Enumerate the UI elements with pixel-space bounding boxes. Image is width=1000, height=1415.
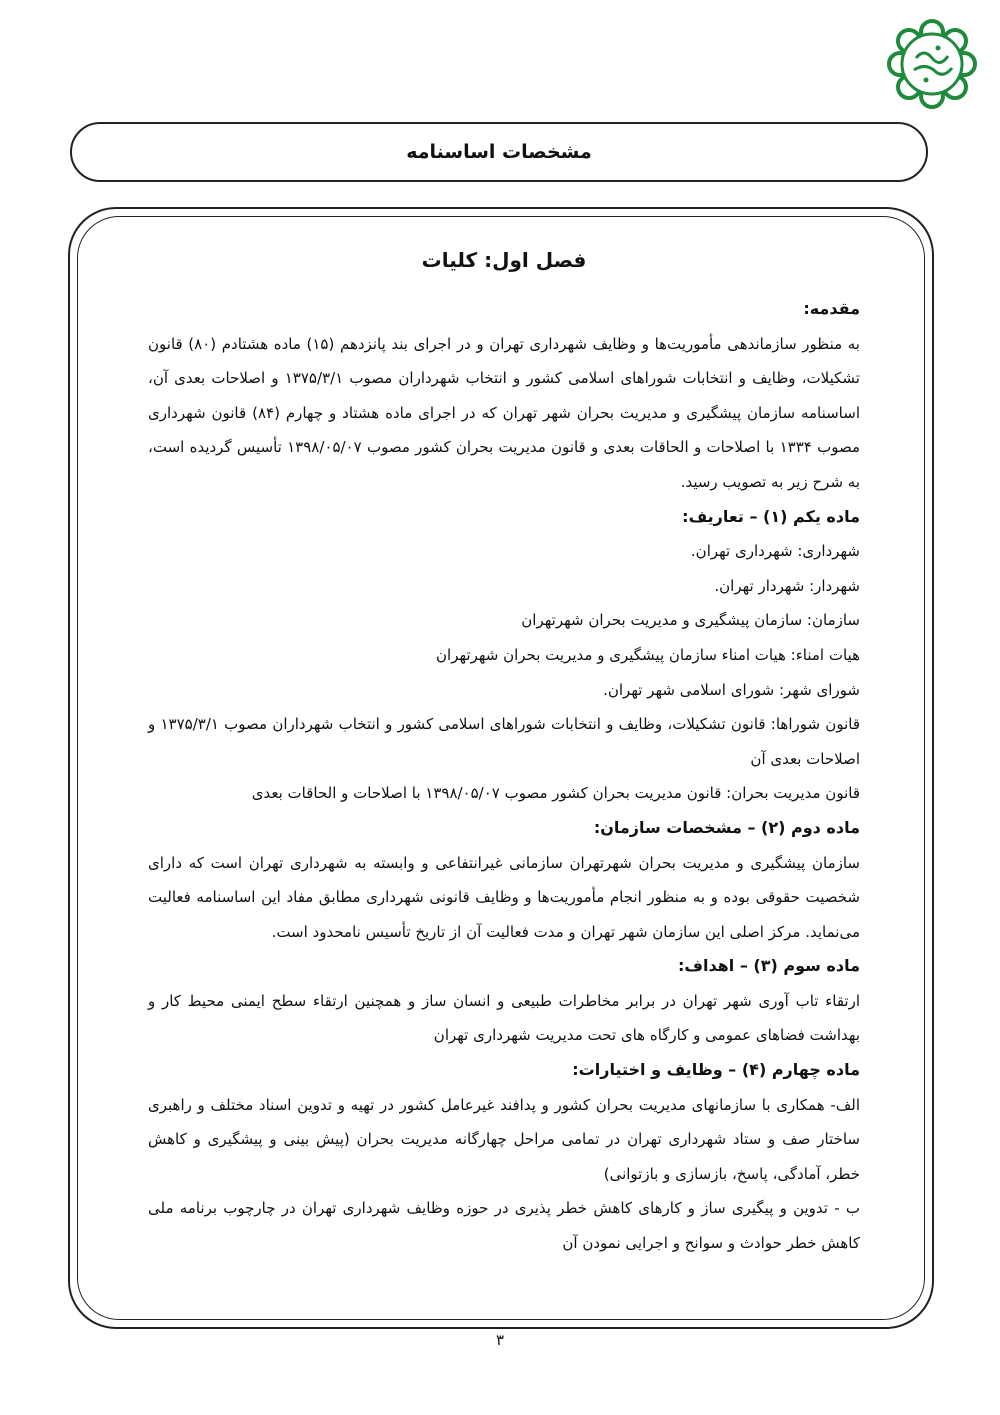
article-4-heading: ماده چهارم (۴) – وظایف و اختیارات: xyxy=(572,1060,860,1080)
definition-item: سازمان: سازمان پیشگیری و مدیریت بحران شهرتهران xyxy=(521,611,860,630)
article-4-item: ب - تدوین و پیگیری ساز و کارهای کاهش خطر پذیری در حوزه وظایف شهرداری تهران در چارچوب برنامه ملی کاهش خطر حوادث و سوانح و اجرایی نمودن آن xyxy=(148,1199,860,1253)
definition-item: هیات امناء: هیات امناء سازمان پیشگیری و مدیریت بحران شهرتهران xyxy=(436,645,860,664)
article-3-heading: ماده سوم (۳) – اهداف: xyxy=(677,956,860,976)
chapter-title: فصل اول: کلیات xyxy=(421,248,587,272)
definition-item: قانون شوراها: قانون تشکیلات، وظایف و انتخابات شوراهای اسلامی کشور و انتخاب شهرداران مصوب ۱۳۷۵/۳/۱ و اصلاحات بعدی آن xyxy=(148,715,860,768)
article-3-paragraph: ارتقاء تاب آوری شهر تهران در برابر مخاطرات طبیعی و انسان ساز و همچنین ارتقاء سطح ایمنی محیط کار و بهداشت فضاهای عمومی و کارگاه های تحت مدیریت شهرداری تهران xyxy=(148,991,860,1045)
article-2-paragraph: سازمان پیشگیری و مدیریت بحران شهرتهران سازمانی غیرانتفاعی و وابسته به شهرداری تهران است که دارای شخصیت حقوقی بوده و به منظور انجام مأموریت‌ها و وظایف قانونی شهرداری مطابق مفاد این اساسنامه فعالیت می‌نماید. مرکز اصلی این سازمان شهر تهران و مدت فعالیت آن از تاریخ تأسیس نامحدود است. xyxy=(148,853,860,941)
tehran-municipality-logo-icon xyxy=(886,18,978,110)
intro-paragraph: به منظور سازماندهی مأموریت‌ها و وظایف شهرداری تهران و در اجرای بند پانزدهم (۱۵) ماده هشتادم (۸۰) قانون تشکیلات، وظایف و انتخابات شوراهای اسلامی کشور و انتخاب شهرداران مصوب ۱۳۷۵/۳/۱ و اصلاحات بعدی آن، اساسنامه سازمان پیشگیری و مدیریت بحران شهر تهران که در اجرای ماده هشتاد و چهارم (۸۴) قانون شهرداری مصوب ۱۳۳۴ با اصلاحات و الحاقات بعدی و قانون مدیریت بحران کشور مصوب ۱۳۹۸/۰۵/۰۷ تأسیس گردیده است، به شرح زیر به تصویب رسید. xyxy=(148,334,860,491)
definition-item: قانون مدیریت بحران: قانون مدیریت بحران کشور مصوب ۱۳۹۸/۰۵/۰۷ با اصلاحات و الحاقات بعدی xyxy=(251,784,860,803)
definition-item: شهردار: شهردار تهران. xyxy=(714,576,860,595)
article-1-heading: ماده یکم (۱) – تعاریف: xyxy=(682,506,860,526)
document-body xyxy=(148,238,860,1308)
article-4-item: الف- همکاری با سازمانهای مدیریت بحران کشور و پدافند غیرعامل کشور در تهیه و تدوین اسناد مختلف و راهبری ساختار صف و ستاد شهرداری تهران در تمامی مراحل چهارگانه مدیریت بحران (پیش بینی و پیشگیری و کاهش خطر، آمادگی، پاسخ، بازسازی و بازتوانی) xyxy=(148,1095,860,1183)
definition-item: شورای شهر: شورای اسلامی شهر تهران. xyxy=(603,680,860,699)
article-2-heading: ماده دوم (۲) – مشخصات سازمان: xyxy=(593,817,860,837)
intro-heading: مقدمه: xyxy=(803,299,860,318)
page-number: ۳ xyxy=(495,1331,505,1349)
document-title-box xyxy=(70,122,928,182)
document-title: مشخصات اساسنامه xyxy=(406,141,592,163)
definition-item: شهرداری: شهرداری تهران. xyxy=(690,542,860,561)
